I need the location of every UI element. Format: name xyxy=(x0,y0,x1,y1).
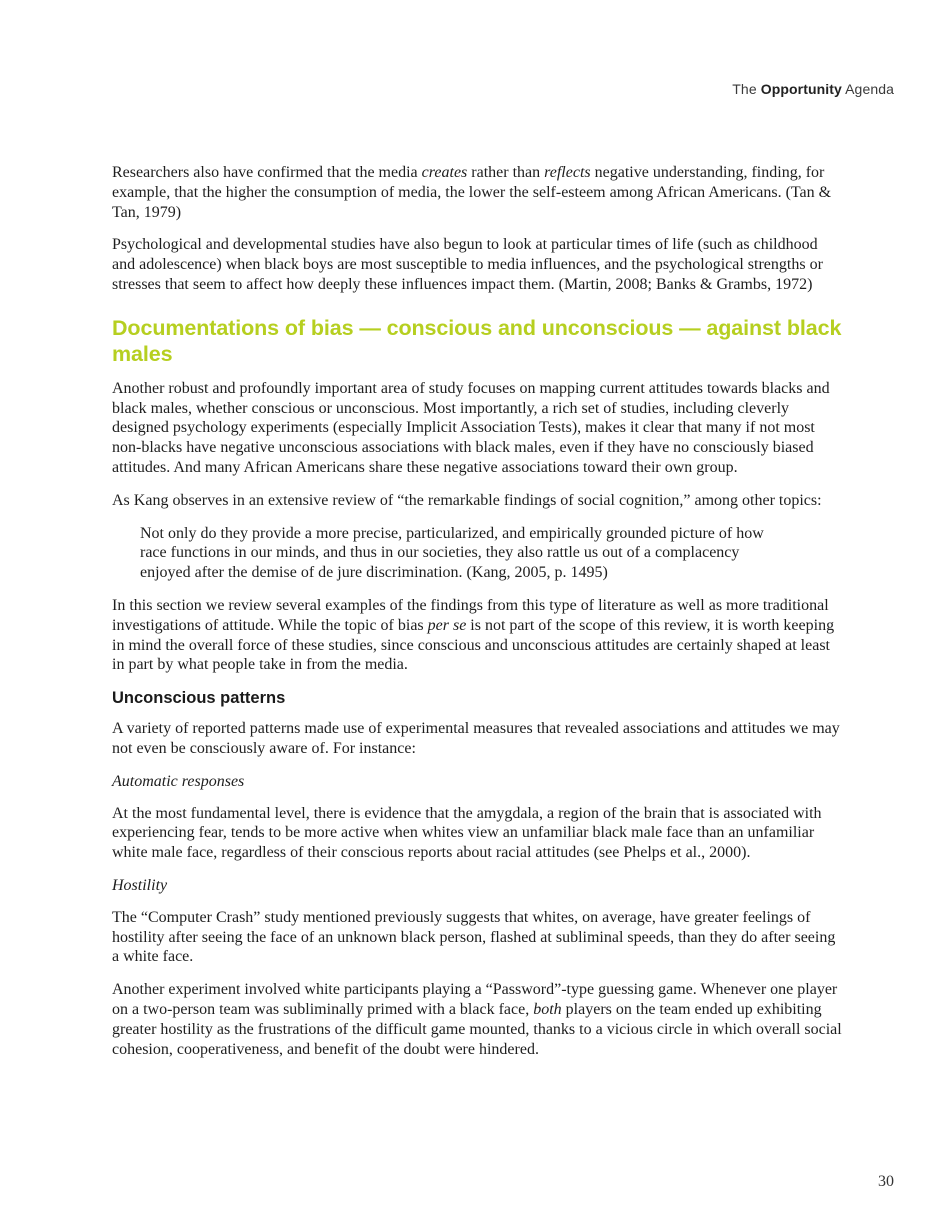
paragraph-1: Researchers also have confirmed that the media creates rather than reflects negative understanding, finding, for example, that the higher the consumption of media, the lower the self-esteem among African Americans. (Tan & Tan, 1979) xyxy=(112,164,832,221)
body-content xyxy=(112,163,842,1072)
label-automatic-responses: Automatic responses xyxy=(112,772,245,790)
section-heading: Documentations of bias — conscious and unconscious — against black males xyxy=(112,315,842,366)
paragraph-4: As Kang observes in an extensive review of “the remarkable findings of social cognition,” among other topics: xyxy=(112,491,822,509)
header-prefix: The xyxy=(732,81,761,97)
page-number: 30 xyxy=(878,1173,894,1190)
paragraph-9: Another experiment involved white participants playing a “Password”-type guessing game. Whenever one player on a two-person team was subliminally primed with a black face, both players on the team ended up exhibiting greater hostility as the frustrations of the difficult game mounted, thanks to a vicious circle in which overall social cohesion, cooperativeness, and benefit of the doubt were hindered. xyxy=(112,981,842,1058)
header-brand-bold: Opportunity xyxy=(760,81,842,97)
block-quote: Not only do they provide a more precise, particularized, and empirically grounded picture of how race functions in our minds, and thus in our societies, they also rattle us out of a complacency enjoyed after the demise of de jure discrimination. (Kang, 2005, p. 1495) xyxy=(140,524,764,582)
running-header xyxy=(732,81,894,97)
paragraph-6: A variety of reported patterns made use of experimental measures that revealed associations and attitudes we may not even be consciously aware of. For instance: xyxy=(112,720,840,757)
paragraph-2: Psychological and developmental studies have also begun to look at particular times of life (such as childhood and adolescence) when black boys are most susceptible to media influences, and the psychological strengths or stresses that seem to affect how deeply these influences impact them. (Martin, 2008; Banks & Grambs, 1972) xyxy=(112,236,823,293)
label-hostility: Hostility xyxy=(112,876,168,894)
paragraph-5: In this section we review several examples of the findings from this type of literature as well as more traditional investigations of attitude. While the topic of bias per se is not part of the scope of this review, it is worth keeping in mind the overall force of these studies, since conscious and unconscious attitudes are certainly shaped at least in part by what people take in from the media. xyxy=(112,596,835,674)
paragraph-3: Another robust and profoundly important area of study focuses on mapping current attitudes towards blacks and black males, whether conscious or unconscious. Most importantly, a rich set of studies, including cleverly designed psychology experiments (especially Implicit Association Tests), makes it clear that many if not most non-blacks have negative unconscious associations with black males, even if they have no consciously biased attitudes. And many African Americans share these negative associations toward their own group. xyxy=(112,379,830,476)
subheading-unconscious-patterns: Unconscious patterns xyxy=(112,689,286,708)
paragraph-8: The “Computer Crash” study mentioned previously suggests that whites, on average, have greater feelings of hostility after seeing the face of an unknown black person, flashed at subliminal speeds, than they do after seeing a white face. xyxy=(112,908,836,966)
header-suffix: Agenda xyxy=(841,81,894,97)
paragraph-7: At the most fundamental level, there is evidence that the amygdala, a region of the brain that is associated with experiencing fear, tends to be more active when whites view an unfamiliar black male face than an unfamiliar white male face, regardless of their conscious reports about racial attitudes (see Phelps et al., 2000). xyxy=(112,804,822,862)
